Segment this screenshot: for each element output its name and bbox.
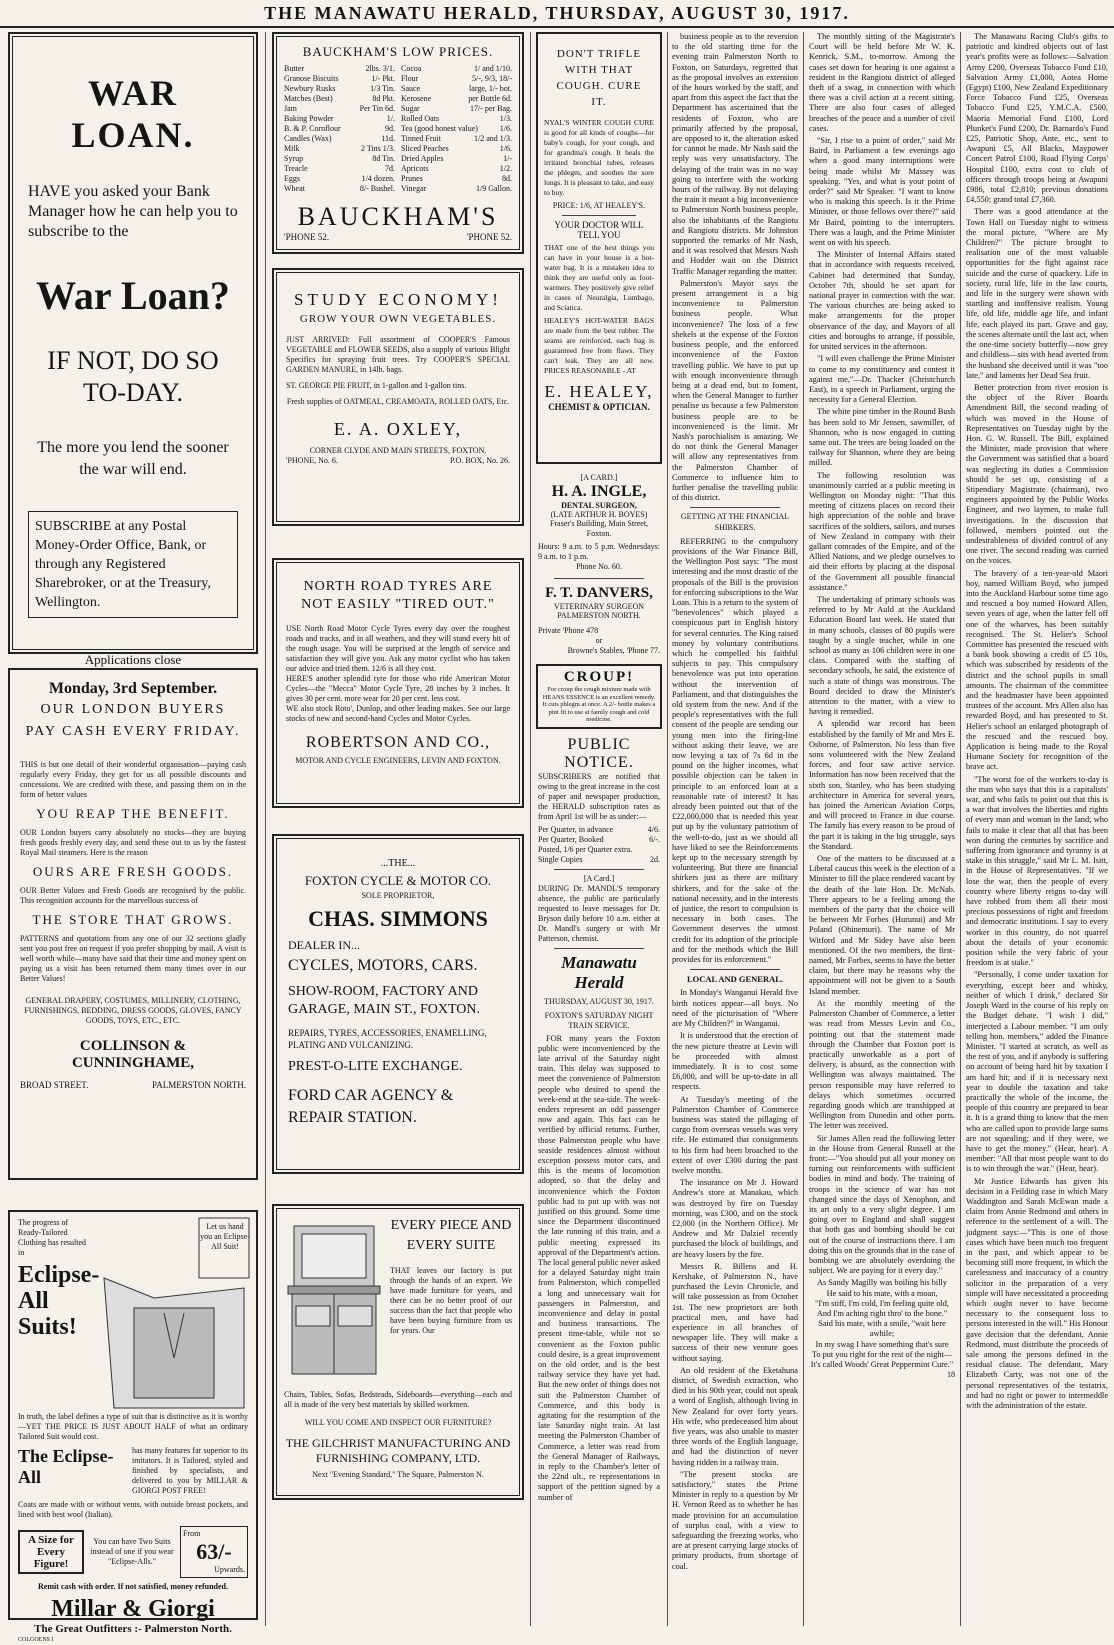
healey-doctor: YOUR DOCTOR WILL TELL YOU [554,220,644,240]
rate-row: Per Quarter, in advance 4/6. [538,824,660,834]
news-paragraph: There was a good attendance at the Town Hall on Tuesday night to witness the moral picture, "Where are My Children?" The picture brought to realisation one of the most valuable opportunities for the fight against race suicide and the curse of quackery. Life in society, rural life, life in the law courts, and life in the surgery were shown with startling and inoffensive realism. Young life, old life, middle age life, and infant life, each played its part. Grave and gay, the scenes alternate until the last act, when the one-time society butterfly—now grey and childless—sits with head averted from the husband she deceived until it was "too late," and laments her Dead Sea fruit. [966,207,1108,380]
news-paragraph: "The worst foe of the workers to-day is the man who says that this is a capitalists' war, and who fails to point out that this is a war that involves the liberties and rights of every man and woman in the land; who fails to make it clear that all that has been won during the centuries by sacrifice and suffering from ignorance and tyranny is at stake in this struggle," said Mr L. M. Isitt, in the House of Representatives. "If we lose the war, then the people of every country where liberty reigns to-day will have robbed from them all their most precious possessions of right and freedom and democratic institutions. I say to every worker in this country, do not quarrel about the details of your economic position while the very fabric of your freedom is at stake." [966,774,1108,968]
healey-name: E. HEALEY, [544,382,654,401]
news-paragraph: Sir James Allen read the following letter in the House from General Russell at the front:—"You should put all your money on turning out reinforcements with sufficient bodies in mind and body. The training of troops in the science of war has not changed since the days of Xenophon, and its art only to a very slight degree. I am going over to England and shall suggest that both gas and bombing should be cut out of the course of instructions there. I am doing this on the grounds that in the case of bombing we are absolutely overdoing the subject. We are paying for it every day." [809,1133,955,1276]
column-4 [672,32,798,1626]
price-row: 1/ and 1/10. Cocoa [401,64,512,73]
oxley-phone: 'PHONE, No. 6. [286,456,338,465]
gilchrist-addr: Next "Evening Standard," The Square, Palmerston N. [312,1470,484,1479]
price-row: 8/- Bushel. Wheat [284,184,395,193]
herald-h1: FOXTON'S SATURDAY NIGHT TRAIN SERVICE. [544,1010,654,1030]
news-paragraph: business people as to the reversion to the old starting time for the evening train Palmerston North to Foxton, on Saturdays, regretted that as the proposal involves an extension of the hours worked by the staff, and apart from this aspect the fact that the Department has ascertained that the residents of Foxton, who are primarily affected by the proposal, are opposed to it, the alteration asked for cannot be made. Mr Nash said the reply was very unsatisfactory. The delaying of the train was in no way going to interfere with the working hours of the railway. By not delaying the train it meant a big inconvenience to Palmerston North business people, also the inhabitants of the Rangiotu and Rangiotu districts. Mr Johnston supported the remarks of Mr Nash, and it was resolved that Messrs Nash and Hodder wait on the District Traffic Manager regarding the matter. [672,32,798,276]
public-notice [536,736,662,865]
price-row: Per Tin 6d. Jam [284,104,395,113]
danvers-stables: Browne's Stables, 'Phone 77. [567,646,660,655]
bauckham-name: BAUCKHAM'S [297,202,499,231]
price-row: 1/- Dried Apples [401,154,512,163]
bauckham-phone-right: 'PHONE 52. [466,232,512,242]
croup-ad [536,664,662,729]
war-loan-big: War Loan? [36,273,230,318]
war-loan-body: HAVE you asked your Bank Manager how he can help you to subscribe to the [28,183,238,240]
price-row: large, 1/- bot. Sauce [401,84,512,93]
column-5 [809,32,955,1626]
news-paragraph: "The present stocks are satisfactory," states the Prime Minister in reply to a question by Mr H. Vernon Reed as to whether he has made provision for an accumulation of surplus coal, with a view to safeguarding the freezing works, who are at present carrying large stocks of primary products, from shortage of coal. [672,1469,798,1571]
price-row: 1/3. Rolled Oats [401,114,512,123]
herald-p1: FOR many years the Foxton public were inconvenienced by the late arrival of the Saturday night train. This delay was supposed to meet the convenience of Palmerston people who desired to spend the week-end at the sea-side. The week-enders represent an odd passenger now and again. This fact can be verified by official returns. Further, those Palmerston people who have seaside residences almost without exception possess motor cars, and this is the means of locomotion adopted, so that the delay and inconvenience which the Foxton public had to put up with was not justified on this ground. Some time since the Department discontinued the late running of this train, and a public meeting expressed its approval of the Department's action. The local general public never asked for a delayed Saturday night train from Palmerston, which compelled a long and unnecessary wait for passengers in Palmerston, and inconvenience and delay in postal and business transactions. The present time-table, while not so convenient as the Foxton public could desire, is a great improvement on the old order, and is the best railway service they have yet had. But the new order of things does not suit the Palmerston Chamber of Commerce, and this body is agitating for the resumption of the late Saturday night train. At last meeting the Palmerston Chamber of Commerce, a letter was read from the General Manager of Railways, in reply to the Chamber's letter of the 22nd ult., re representations in support of the petition signed by a number of [538,1033,660,1502]
news-paragraph: The bravery of a ten-year-old Maori boy, named William Boyd, who jumped into the Auckland Harbour some time ago and rescued a boy named Howard Allen, seven years of age, when the latter fell off one of the wharves, has been suitably recognised. The St. Helier's School Committee has presented the rescued with a bank book showing a credit of £5 10s, which was subscribed by residents of the district and the school pupils in small amounts. The chairman of the committee and the headmaster have been appointed trustees of the account. Mrs Allen also has rewarded Boyd, and has presented to St. Helier's school an enlarged photograph of the rescued and the rescued boy. Application is being made to the Royal Humane Society for recognition of the brave act. [966,568,1108,772]
eclipse-the: The Eclipse-All [18,1446,114,1487]
eclipse-illustration [94,1218,252,1408]
gilchrist-ad [272,1204,524,1500]
oxley-box: P.O. BOX, No. 26. [449,456,510,465]
news-paragraph: A splendid war record has been established by the family of Mr and Mrs E. Osborne, of Palmerston. No less than five sons volunteered with the New Zealand forces, and four saw active service. Information has now been received that the sixth son, Stanley, who has been studying architecture in America for several years, has joined the American Aviation Corps, and will proceed to France in due course. The family has every reason to be proud of the part it is taking in the big struggle, says the Standard. [809,719,955,851]
collinson-h2: YOU REAP THE BENEFIT. [36,806,230,821]
collinson-lines: GENERAL DRAPERY, COSTUMES, MILLINERY, CLOTHING, FURNISHINGS, BEDDING, DRESS GOODS, GLOVES, FANCY GOODS, TOYS, ETC., ETC. [24,996,242,1025]
danvers-card [536,583,662,658]
herald-name: Manawatu Herald [561,952,637,992]
notice-rates [538,825,660,865]
rate-row: Per Quarter, Booked 6/-. [538,834,660,844]
simmons-the: ...THE... [380,858,416,869]
danvers-phone: Private 'Phone 478 [538,626,599,635]
oxley-sub: GROW YOUR OWN VEGETABLES. [299,313,497,325]
ingle-name: H. A. INGLE, [551,483,647,500]
news-heading: GETTING AT THE FINANCIAL SHIRKERS. [680,512,790,532]
simmons-details [288,938,508,1129]
gilchrist-p2: Chairs, Tables, Sofas, Bedsteads, Sideboards—everything—each and all is made of the very best materials by skilled workmen. [284,1390,512,1409]
eclipse-left [18,1218,100,1408]
war-loan-date: Monday, 3rd September. [48,680,218,697]
herald-editorial [536,953,662,1503]
eclipse-ad [8,1210,258,1643]
collinson-p2: OUR London buyers carry absolutely no stocks—they are buying fresh goods freshly every day, and send these out to us by the fastest Royal Mail steamers. Here is the reason [20,828,246,857]
column-rule [803,32,804,1626]
war-loan-subscribe: SUBSCRIBE at any Postal Money-Order Office, Bank, or through any Registered Sharebroker, or at the Treasury, Wellington. [35,519,211,610]
gilchrist-top [284,1216,512,1386]
price-row: 17/- per Bag. Sugar [401,104,512,113]
simmons-show: SHOW-ROOM, FACTORY AND GARAGE, MAIN ST., FOXTON. [288,984,480,1017]
price-row: 1/- Pkt. Granose Biscuits [284,74,395,83]
eclipse-offer [18,1526,248,1578]
news-paragraph: It is understood that the erection of the new picture theatre at Levin will be proceeded with almost immediately. It is to cost some £6,000, and will be up-to-date in all respects. [672,1031,798,1092]
separator [554,869,644,870]
collinson-address [20,1080,246,1090]
news-paragraph: An old resident of the Eketahuna district, of Swedish extraction, who died in his 90th year, could not speak a word of English, although living in New Zealand for over forty years. His wife, who predeceased him about five years, was also unable to master three words of the English language, and had the distinction of never having ridden in a railway train. [672,1365,798,1467]
news-paragraph: "I will even challenge the Prime Minister to come to my constituency and contest it against me,"—Dr. Thacker (Christchurch East), in a speech in Parliament, urging the necessity for a General Election. [809,354,955,405]
war-loan-ad [8,32,258,697]
collinson-town: PALMERSTON NORTH. [152,1080,246,1090]
collinson-p3: OUR Better Values and Fresh Goods are recognised by the public. This recognition accounts for the marvellous success of [20,886,246,905]
danvers-name: F. T. DANVERS, [545,585,653,601]
danvers-title: VETERINARY SURGEON [553,602,645,611]
news-paragraph: The Minister of Internal Affairs stated that in accordance with requests received, Cabinet had determined that Sunday, October 7th, should be set apart for national prayer in connection with the war. The various churches are being asked to make arrangements for the proper observance of the day, and Mayors of all cities and boroughs to arrange, if possible, for united services in the afternoon. [809,250,955,352]
price-row: 1/9 Gallon. Vinegar [401,184,512,193]
eclipse-two: You can have Two Suits instead of one if you wear "Eclipse-Alls." [90,1537,174,1566]
rate-row: Single Copies 2d. [538,854,660,864]
price-row: 1/. Baking Powder [284,114,395,123]
gilchrist-name: THE GILCHRIST MANUFACTURING AND FURNISHING COMPANY, LTD. [285,1436,511,1465]
column-rule [667,32,668,1626]
bauckham-right-list [401,64,512,194]
gilchrist-head: EVERY PIECE AND EVERY SUITE [390,1218,512,1253]
simmons-goods: CYCLES, MOTORS, CARS. [288,957,478,974]
price-row: 8d Tin. Syrup [284,154,395,163]
notice-body: SUBSCRIBERS are notified that owing to the great increase in the cost of paper and newspaper production, the HERALD subscription rates as from April 1st will be as under:— [538,771,660,821]
robertson-p1: USE North Road Motor Cycle Tyres every day over the roughest roads and tracks, and in all weathers, and they will stand every bit of the rough usage. You will be surprised at the length of service and satisfaction they will give you. Ask any motor cyclist who has taken our advice and tried them. 12/6 is all they cost. [286,624,510,673]
oxley-p1: JUST ARRIVED: Full assortment of COOPER'S Famous VEGETABLE and FLOWER SEEDS, also a supply of various Blight Specifics for spraying fruit trees. Try COOPER'S SPECIAL GARDEN MANURE, in 14lb. bags. [286,335,510,374]
collinson-name: COLLINSON & CUNNINGHAME, [71,1038,195,1071]
column-2 [272,32,524,1626]
news-paragraph: In Monday's Wanganui Herald five birth notices appear—all boys. No need of the picturisation of "Where are My Children?" in Wanganui. [672,988,798,1029]
ingle-card [536,471,662,574]
eclipse-remit: Remit cash with order. If not satisfied, money refunded. [38,1582,228,1591]
oxley-ad [272,268,524,526]
danvers-town: PALMERSTON NORTH. [557,611,641,620]
news-paragraph: At Tuesday's meeting of the Palmerston Chamber of Commerce business was stated the pillaging of cargo from overseas vessels was very rife. He estimated that consignments to his firm had been broached to the extent of over £300 during the past twelve months. [672,1094,798,1175]
eclipse-from: From [183,1529,201,1538]
healey-p3: HEALEY'S HOT-WATER BAGS are made from the best rubber. The seams are reinforced, each bag is guaranteed free from flaws. They can't leak. They are all new. PRICES REASONABLE - AT [544,316,654,375]
gilchrist-q: WILL YOU COME AND INSPECT OUR FURNITURE? [304,1418,492,1427]
simmons-firm: FOXTON CYCLE & MOTOR CO. [304,873,492,888]
gilchrist-p1: THAT leaves our factory is put through the hands of an expert. We have made furniture for years, and there can be no better proof of our success than the fact that people who have been buying furniture from us for years. Our [390,1266,512,1335]
news-paragraph: REFERRING to the compulsory provisions of the War Finance Bill, the Wellington Post says: "The most interesting and the most drastic of the proposals of the Bill is the provision for enforcing subscriptions to the War Loan. This is a return to the system of "benevolences" which played a conspicuous part in English history for several centuries. The King raised money by voluntary contributions which he compelled his faithful subjects to pay. This compulsory benevolence was put into operation without the intervention of Parliament, and that distinguishes the old system from the new. And if the people's representatives with the full consent of the people are sending our young men into the firing-line without asking their leave, we are now levying a tax of 7s 6d in the pound on the higher incomes, what possible objection can be taken in principle to an enforced loan at a reasonable rate of interest? It has already been pointed out that of the £22,000,000 that is needed this year put up by the voluntary patriotism of the well-to-do, just as we should all have liked to see the Reinforcements kept up to the necessary strength by volunteering. But there are financial shirkers just as there are military shirkers, and for the sake of the national necessity, and in the interests of justice, the resort to compulsion is necessary in both cases. The Government deserves the utmost credit for its adoption of the principle and for the methods which the Bill provides for its enforcement." [672,536,798,965]
danvers-or: or [595,636,603,645]
price-row: 8d Pkt. Matches (Best) [284,94,395,103]
eclipse-code: COLGOENS I [18,1637,54,1643]
column-rule [960,32,961,1626]
healey-sub: CHEMIST & OPTICIAN. [548,402,650,412]
oxley-contact [286,456,510,465]
war-loan-subscribe-box [28,511,238,618]
price-row: 5/-, 9/3, 18/- Flour [401,74,512,83]
healey-ad [536,32,662,464]
robertson-title: NORTH ROAD TYRES ARE NOT EASILY "TIRED OUT." [301,579,495,612]
healey-price: PRICE: 1/6, AT HEALEY'S. [552,201,646,210]
column-rule [265,32,266,1626]
column-1 [8,32,258,1643]
eclipse-features: has many features far superior to its imitators. It is Tailored, styled and finished by specialists, and delivered to you by MILLAR & GIORGI POST FREE! [132,1446,248,1495]
price-row: 1/2 and 1/3. Tinned Fruit [401,134,512,143]
news-paragraph: Palmerston's Mayor says the present arrangement is a big inconvenience to Palmerston business people. What inconvenience? The loss of a few shekels at the expense of the Foxton business people, and the enforced inconvenience of the Foxton travelling public. We have to put up with enough inconvenience through being at a dead end, but to foment, when the General Manager to further penalise us because a few Palmerston business people are to be inconvenienced is the limit. Mr Nash's parochialism is amazing. We do not think the General Manager will allow any representatives from the Palmerston Chamber of Commerce to influence him to further penalise the travelling public of this district. [672,278,798,503]
eclipse-coats: Coats are made with or without vents, with outside breast pockets, and lined with best wool (Italian). [18,1500,248,1519]
collinson-head2: PAY CASH EVERY FRIDAY. [25,724,241,739]
eclipse-price-box [180,1526,248,1578]
herald-date: THURSDAY, AUGUST 30, 1917. [544,996,654,1006]
war-loan-more: The more you lend the sooner the war will end. [37,439,229,478]
ingle-hours: Hours: 9 a.m. to 5 p.m. Wednesdays: 9 a.m. to 1 p.m. [538,542,660,561]
column-6 [966,32,1108,1626]
collinson-h3: OURS ARE FRESH GOODS. [32,864,234,879]
healey-head: DON'T TRIFLE WITH THAT COUGH. CURE IT. [556,48,642,108]
news-paragraph: "Personally, I come under taxation for everything, except beer and whisky, neither of which I drink," declared Sir Joseph Ward in the course of his reply on the Budget debate. "I wish I did," interjected a Labour member. "I am only telling hon. members," added the Finance Minister. "I started at scratch, as well as the rest of you, and if anybody is suffering on account of being hard hit by taxation I am hard hit; and if it is necessary next year to double the taxation and take practically the whole of the income, the people of this country are prepared to bear it. It is a grand thing to know that the men who are called upon to provide large sums are not squealing; and if they were, we have to get the money." (Hear, hear). A member: "All that most people want to do is to win through the war." (Hear, hear). [966,970,1108,1174]
oxley-p3: Fresh supplies of OATMEAL, CREAMOATA, ROLLED OATS, Etc. [286,397,510,406]
price-row: 9d. B. & P. Cornflour [284,124,395,133]
simmons-dealer: DEALER IN... [288,938,360,952]
eclipse-mid [18,1446,248,1496]
column-rule [530,32,531,1626]
robertson-p2: HERE'S another splendid tyre for those who ride American Motor Cycles—the "Mecca" Motor Cycle Tyre, 28 inches by 3 inches. It gives 30 per cent. more wear for 20 per cent. less cost. [286,674,510,703]
robertson-sub: MOTOR AND CYCLE ENGINEERS, LEVIN AND FOXTON. [295,756,501,765]
price-row: 1/4 dozen. Eggs [284,174,395,183]
collinson-ad [8,668,258,1180]
price-row: 7d. Treacle [284,164,395,173]
ingle-card-label: [A CARD.] [580,473,618,482]
simmons-name: CHAS. SIMMONS [308,906,488,931]
price-row: 1/6. Sliced Peaches [401,144,512,153]
separator [554,578,644,579]
news-paragraph: The insurance on Mr J. Howard Andrew's store at Manakau, which was destroyed by fire on Tuesday morning, was £300, and on the stock £2,000 (in the Northern Office). Mr Andrew and Mr Dalziel recently purchased the block of buildings, and are heavy losers by the fire. [672,1178,798,1259]
price-row: per Bottle 6d. Kerosene [401,94,512,103]
robertson-ad [272,558,524,808]
news-paragraph: One of the matters to be discussed at a Liberal caucus this week is the election of a Minister to fill the place rendered vacant by the death of the late Hon. Dr. McNab. There appears to be a feeling among the members of the party that the choice will be between Mr Forbes (Hurunui) and Mr Poland (Ohinemuri). The name of Mr Witford and Mr Sidey have also been mentioned. Of the two members, the first-named, Mr Forbes, seems to have the better claim, but there may be reasons why the appointment will not be given to a South Island member. [809,854,955,996]
price-row: 8d. Prunes [401,174,512,183]
bauckham-left-list [284,64,395,194]
collinson-head1: OUR LONDON BUYERS [40,702,226,717]
price-row: 2lbs. 3/1. Butter [284,64,395,73]
eclipse-top [18,1218,248,1408]
separator [690,507,780,508]
collinson-p4: PATTERNS and quotations from any one of our 32 sections gladly sent you post free on request if you prefer shopping by mail. A visit is well worth while—many have said that their time and money spent on paying us a visit has been returned them many times over in our Better Values! [20,934,246,983]
news-paragraph: Mr Justice Edwards has given his decision in a Feilding case in which Mary Waddington and Sarah McEwan made a claim from Annie Redmond and others in reference to the settlement of a will. The judgment says:—"This is one of those cases which have been much too frequent in the past, and which appear to be becoming still more frequent, in which the carelessness and inaccuracy of a country solicitor in the preparation of a very simple will have necessitated a proceeding which ought never to have become necessary to the consequent loss to persons interested in the will." His Honour gave decision that the defendant, Annie Redmond, must distribute the proceeds of sale among the persons defined in the residual clause. The defendant, Mary Elizabeth Carty, was not one of the personal representatives of the testatrix, and had no right or power to intermeddle with the administration of the estate. [966,1176,1108,1411]
news-paragraph: At the monthly meeting of the Palmerston Chamber of Commerce, a letter was read from Messrs Levin and Co., pointing out that the statement made through the Chamber that Foxton port is practically unworkable as a port of delivery, is absurd, as the connection with Wellington was always maintained. The person responsible may have referred to delays which sometimes occurred regarding goods which are transhipped at Wellington from Dunedin and other ports. The letter was received. [809,998,955,1131]
oxley-p2: ST. GEORGE PIE FRUIT, in 1-gallon and 1-gallon tins. [286,381,467,390]
ingle-late: (LATE ARTHUR H. BOYES) [550,510,648,519]
mandl-body: DURING Dr. MANDL'S temporary absence, the public are particularly requested to leave messages for Dr. Bryson daily before 10 a.m. either at Dr. Mandl's surgery or with Mr Patterson, chemist. [538,883,660,943]
eclipse-firm: Millar & Giorgi [51,1596,215,1622]
eclipse-bubble: Let us hand you an Eclipse-All Suit! [200,1222,250,1251]
robertson-p3: WE also stock Roto', Dunlop, and other leading makes. See our large stocks of new and second-hand Cycles and Motor Cycles. [286,704,510,723]
ingle-bldg: Fraser's Building, Main Street, Foxton. [549,519,649,538]
simmons-prop: SOLE PROPRIETOR, [361,891,435,900]
masthead-title: THE MANAWATU HERALD, THURSDAY, AUGUST 30, 1917. [264,2,850,23]
rate-row: Posted, 1/6 per Quarter extra. [538,844,633,854]
poem-number: 18 [947,1370,955,1380]
price-row: 1/3 Tin. Newbury Rusks [284,84,395,93]
news-paragraph: "Sir, I rise to a point of order," said Mr Baird, in Parliament a few evenings ago when a good many interruptions were being made whilst Mr Massey was speaking. "Yes, and what is your point of order?" said Mr Speaker. "I want to know who is making this speech. Is it the Prime Minister, or those fellows over there?" said Mr Baird, pointing to the interrupters. There was a laugh, and the Prime Minister went on with his speech. [809,136,955,248]
collinson-street: BROAD STREET. [20,1080,89,1090]
news-paragraph: The white pine timber in the Round Bush has been sold to Mr Jensen, sawmiller, of Shannon, who is now engaged in cutting same out. The trees are being loaded on the railway for Shannon, where they are being milled. [809,407,955,468]
gilchrist-right [390,1216,512,1386]
notice-title: PUBLIC NOTICE. [564,735,634,771]
price-row: 2 Tins 1/3. Milk [284,144,395,153]
healey-p1: NYAL'S WINTER COUGH CURE is good for all kinds of coughs—for baby's cough, for your cough, and for grandma's cough. It heals the irritated bronchial tubes, releases the phlegm, and soothes the sore lungs. It is pleasant to take, and easy to buy. [544,118,654,197]
eclipse-size: A Size for Every Figure! [18,1530,84,1574]
eclipse-price: 63/- [196,1539,232,1564]
news-heading: LOCAL AND GENERAL. [686,974,784,985]
croup-title: CROUP! [563,669,635,685]
poem: As Sandy Magilly was boiling his billy He said to his mate, with a moan, "I'm stiff, I'm cold, I'm feeling quite old, And I'm aching right thro' to the bone." Said his mate, with a smile, "wait here awhile; In my swag I have something that's sure To put you right for the rest of the night— It's called Woods' Great Peppermint Cure." [810,1278,954,1369]
simmons-ad [272,834,524,1174]
bauckham-phone-left: 'PHONE 52. [284,232,330,242]
separator [554,948,644,949]
war-loan-ifnot: IF NOT, DO SO TO-DAY. [47,346,219,407]
news-paragraph: The Manawatu Racing Club's gifts to patriotic and kindred objects out of last year's profits were as follows:—Salvation Army £200, Overseas Tobacco Fund £10, Salvation Army £1,000, Aotea Home (Egypt) £100, New Zealand Expeditionary Force Tobacco Fund £25, Overseas Tobacco Fund £25, Y.M.C.A. £500, Maoria Memorial Fund £100, Lord Plunket's Fund £200, Dr. Barnardo's Fund £25, Patriotic Shop, Ante, etc., sent to Awapuni £5, All Blacks, Maypower Concert Patrol £100, Road Flying Corps' Hospital £100, extra cost to club of officers through troops being at Awapuni £986, total £2,810; previous donations £4,550; grand total £7,360. [966,32,1108,205]
bauckham-prices [284,64,512,194]
bauckham-ad [272,32,524,254]
news-paragraph: Better protection from river erosion is the object of the River Boards Amendment Bill, the second reading of which was moved in the House of Representatives on Tuesday night by the Hon. G. W. Russell. The Bill, explained the Minister, made provision that where the Government was satisfied that a board was neglecting its duties a Commission should be set up, consisting of a Stipendiary Magistrate (chairman), two engineers appointed by the Public Works Engineer, and two laymen, to make full investigations. In the discussion that followed, members pointed out the undesirableness of divided control of any one river. The second reading was carried on the voices. [966,382,1108,566]
column-3 [536,32,662,1626]
oxley-name: E. A. OXLEY, [333,419,463,439]
robertson-name: ROBERTSON AND CO., [305,734,491,751]
oxley-title: STUDY ECONOMY! [294,290,502,309]
healey-p2: THAT one of the best things you can have in your house is a hot-water bag. It is a mistaken idea to think they are useful only as foot-warmers. They positively give relief in cases of Neuralgia, Lumbago, and Sciatica. [544,243,654,312]
mandl-card [536,874,662,944]
oxley-addr: CORNER CLYDE AND MAIN STREETS, FOXTON. [309,446,487,455]
mandl-card-label: [A Card.] [583,873,615,883]
war-loan-close: Applications close [84,652,182,667]
eclipse-truth: In truth, the label defines a type of suit that is distinctive as it is worthy—YET THE PRICE IS JUST ABOUT HALF of what an ordinary Tailored Suit would cost. [18,1412,248,1441]
collinson-p1: THIS is but one detail of their wonderful organisation—paying cash regularly every Friday, they get for us all possible discounts and concessions. We are credited with these, and passing them on in the form of better values [20,760,246,799]
simmons-prest: PREST-O-LITE EXCHANGE. [288,1059,463,1074]
news-paragraph: The following resolution was unanimously carried at a public meeting in Wellington on Monday night: "That this meeting of citizens places on record their high appreciation of the noble and brave sacrifices of the soldiers, sailors, and nurses of New Zealand in company with their gallant comrades of the Empire, and of the Allied Nations, and we pledge ourselves to aid their efforts by placing at the disposal of the Government all possible financial assistance." [809,470,955,592]
bauckham-title: BAUCKHAM'S LOW PRICES. [302,44,494,59]
news-paragraph: The undertaking of primary schools was referred to by Mr Auld at the Auckland Education Board last week. He stated that in many schools, classes of 80 pupils were taught by a single teacher, while in one school as many as 106 children were in one class. Compared with the staffing of secondary schools, he said, the existence of such a state of things was monstrous. The Board decided to draw the Minister's attention to the matter, with a view to having it remedied. [809,594,955,717]
war-loan-title: WAR LOAN. [71,73,195,155]
bauckham-phones [284,232,512,242]
eclipse-progress: The progress of Ready-Tailored Clothing has resulted in [18,1218,86,1257]
eclipse-brand: Eclipse-All Suits! [18,1262,100,1340]
simmons-repairs: REPAIRS, TYRES, ACCESSORIES, ENAMELLING, PLATING AND VULCANIZING. [288,1028,487,1050]
news-paragraph: The monthly sitting of the Magistrate's Court will be held before Mr W. K. Kenrick, S.M., to-morrow. Among the cases set down for hearing is one against a resident in the Rangiotu district of alleged theft of a swag, in connection with which there was a civil action at a recent sitting. There are also four cases of alleged breaches of the peace and a number of civil cases. [809,32,955,133]
separator [562,215,636,216]
masthead [0,0,1114,28]
ingle-title: DENTAL SURGEON, [561,501,637,510]
ingle-phone: Phone No. 60. [576,562,622,571]
price-row: 11d. Candles (Wax) [284,134,395,143]
simmons-ford: FORD CAR AGENCY & REPAIR STATION. [288,1087,454,1126]
price-row: 1/2. Apricots [401,164,512,173]
croup-body: For croup the cough mixture made with HEANS ESSENCE is an excellent remedy. It cuts phlegm at once. A 2/- bottle makes a pint fit to use at family cough and cold medicine. [542,686,656,723]
sideboard-illustration-icon [284,1216,384,1386]
collinson-h4: THE STORE THAT GROWS. [32,912,234,927]
news-paragraph: Messrs R. Billens and H. Kershake, of Palmerston N., have purchased the Levin Chronicle, and will take possession as from October 1st. The new proprietors are both practical men, and have had experience in all branches of newspaper life. They will make a success of their new venture goes without saying. [672,1261,798,1363]
eclipse-upwards: Upwards. [214,1565,245,1574]
separator [690,969,780,970]
eclipse-tag: The Great Outfitters :- Palmerston North. [34,1623,232,1635]
price-row: 1/6. Tea (good honest value) [401,124,512,133]
